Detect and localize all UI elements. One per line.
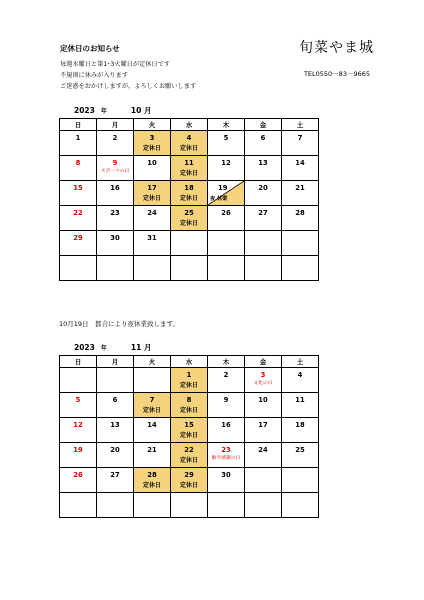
day-cell — [134, 131, 171, 156]
day-cell — [282, 231, 319, 256]
closed-day-label: 定休日 — [142, 145, 161, 152]
weekday-header: 木 — [208, 356, 245, 368]
weekday-header: 金 — [245, 356, 282, 368]
day-cell — [208, 206, 245, 231]
week-row — [60, 206, 319, 231]
closed-day-label: 定休日 — [179, 220, 198, 227]
day-cell — [171, 418, 208, 443]
closed-day-label: 定休日 — [179, 407, 198, 414]
day-cell — [60, 131, 97, 156]
day-cell — [208, 131, 245, 156]
day-cell — [208, 443, 245, 468]
day-number: 20 — [110, 446, 120, 454]
day-cell — [171, 493, 208, 518]
day-number: 14 — [147, 421, 157, 429]
day-cell — [60, 206, 97, 231]
month-suffix: 月 — [143, 106, 152, 115]
closed-day-label: 定休日 — [179, 482, 198, 489]
day-cell — [245, 418, 282, 443]
day-cell — [208, 368, 245, 393]
day-number: 19 — [73, 446, 83, 454]
day-number: 13 — [110, 421, 120, 429]
day-number: 9 — [223, 396, 229, 404]
day-cell — [282, 493, 319, 518]
day-cell — [282, 468, 319, 493]
day-number: 5 — [223, 134, 229, 142]
day-cell — [60, 231, 97, 256]
day-cell — [134, 156, 171, 181]
day-number: 6 — [112, 396, 118, 404]
day-cell — [97, 368, 134, 393]
day-cell — [60, 156, 97, 181]
day-number: 21 — [295, 184, 305, 192]
day-cell — [245, 256, 282, 281]
weekday-header: 水 — [171, 356, 208, 368]
year-suffix: 年 — [100, 108, 107, 115]
calendar-november — [59, 355, 319, 518]
day-cell — [171, 368, 208, 393]
day-cell — [282, 156, 319, 181]
closure-note: 10月19日 都合により夜休業致します。 — [59, 320, 180, 328]
day-cell — [245, 368, 282, 393]
day-number: 31 — [147, 234, 157, 242]
day-number: 27 — [258, 209, 268, 217]
calendar-month: 10 — [130, 106, 142, 115]
week-row — [60, 493, 319, 518]
day-cell — [282, 181, 319, 206]
day-number: 1 — [186, 371, 192, 379]
day-number: 27 — [110, 471, 120, 479]
day-number: 18 — [295, 421, 305, 429]
day-cell — [245, 493, 282, 518]
day-number: 7 — [297, 134, 303, 142]
week-row — [60, 443, 319, 468]
day-cell — [134, 181, 171, 206]
day-number: 26 — [73, 471, 83, 479]
weekday-header: 月 — [97, 356, 134, 368]
holiday-name: 文化の日 — [253, 381, 273, 386]
day-number: 7 — [149, 396, 155, 404]
weekday-header: 日 — [60, 356, 97, 368]
day-cell — [97, 443, 134, 468]
day-cell — [208, 231, 245, 256]
week-row — [60, 418, 319, 443]
day-cell — [282, 131, 319, 156]
day-cell — [134, 468, 171, 493]
calendar-header-oct — [74, 105, 151, 116]
day-number: 28 — [295, 209, 305, 217]
day-cell — [282, 418, 319, 443]
evening-closed-label: 夜 休業 — [210, 196, 228, 202]
day-number: 29 — [184, 471, 194, 479]
weekday-header: 水 — [171, 119, 208, 131]
day-number: 5 — [75, 396, 81, 404]
day-number: 1 — [75, 134, 81, 142]
year-suffix: 年 — [100, 345, 107, 352]
day-cell — [134, 231, 171, 256]
month-suffix: 月 — [143, 343, 152, 352]
holiday-name: 勤労感謝の日 — [211, 456, 241, 461]
day-number: 3 — [149, 134, 155, 142]
week-row — [60, 393, 319, 418]
closed-day-label: 定休日 — [142, 195, 161, 202]
weekday-header: 土 — [282, 356, 319, 368]
weekday-header: 月 — [97, 119, 134, 131]
day-number: 22 — [184, 446, 194, 454]
closed-day-label: 定休日 — [179, 195, 198, 202]
day-number: 16 — [110, 184, 120, 192]
day-cell — [97, 393, 134, 418]
day-cell — [60, 368, 97, 393]
day-number: 17 — [258, 421, 268, 429]
day-cell — [245, 443, 282, 468]
day-number: 24 — [258, 446, 268, 454]
day-number: 28 — [147, 471, 157, 479]
day-cell — [245, 206, 282, 231]
calendar-year: 2023 — [74, 106, 95, 115]
week-row — [60, 468, 319, 493]
day-cell — [208, 493, 245, 518]
day-cell — [171, 131, 208, 156]
notice-title: 定休日のお知らせ — [60, 44, 120, 53]
week-row — [60, 256, 319, 281]
day-cell — [97, 181, 134, 206]
day-number: 13 — [258, 159, 268, 167]
day-number: 17 — [147, 184, 157, 192]
calendar-month: 11 — [130, 343, 142, 352]
calendar-october — [59, 118, 319, 281]
weekday-header-row — [60, 356, 319, 368]
day-cell — [97, 493, 134, 518]
day-number: 26 — [221, 209, 231, 217]
week-row — [60, 231, 319, 256]
day-cell — [171, 256, 208, 281]
day-cell — [245, 156, 282, 181]
weekday-header-row — [60, 119, 319, 131]
day-cell — [171, 443, 208, 468]
day-cell — [97, 418, 134, 443]
weekday-header: 日 — [60, 119, 97, 131]
day-cell — [134, 493, 171, 518]
shop-name: 旬菜やま城 — [299, 40, 374, 56]
day-cell — [97, 131, 134, 156]
week-row — [60, 368, 319, 393]
weekday-header: 火 — [134, 119, 171, 131]
day-number: 30 — [110, 234, 120, 242]
day-number: 14 — [295, 159, 305, 167]
day-cell — [97, 468, 134, 493]
week-row — [60, 131, 319, 156]
calendar-header-nov — [74, 342, 151, 353]
day-number: 25 — [184, 209, 194, 217]
day-number: 15 — [73, 184, 83, 192]
day-number: 11 — [295, 396, 305, 404]
holiday-name: スポーツの日 — [100, 169, 130, 174]
day-number: 23 — [221, 446, 231, 454]
day-cell — [171, 156, 208, 181]
day-cell — [171, 181, 208, 206]
day-cell — [97, 206, 134, 231]
day-number: 10 — [147, 159, 157, 167]
day-number: 2 — [223, 371, 229, 379]
day-number: 20 — [258, 184, 268, 192]
day-number: 29 — [73, 234, 83, 242]
day-cell — [282, 256, 319, 281]
day-cell — [245, 393, 282, 418]
day-cell — [60, 493, 97, 518]
day-number: 9 — [112, 159, 118, 167]
day-number: 12 — [73, 421, 83, 429]
day-number: 6 — [260, 134, 266, 142]
day-cell — [208, 393, 245, 418]
day-number: 22 — [73, 209, 83, 217]
day-cell — [97, 231, 134, 256]
weekday-header: 火 — [134, 356, 171, 368]
day-cell — [60, 393, 97, 418]
day-cell — [208, 418, 245, 443]
day-number: 23 — [110, 209, 120, 217]
day-cell — [171, 206, 208, 231]
day-cell — [134, 393, 171, 418]
closed-day-label: 定休日 — [179, 432, 198, 439]
closed-day-label: 定休日 — [142, 482, 161, 489]
notice-line-1: 毎週水曜日と第1･3火曜日が定休日です — [60, 61, 170, 68]
day-cell — [134, 206, 171, 231]
day-cell — [97, 256, 134, 281]
day-number: 8 — [75, 159, 81, 167]
day-number: 24 — [147, 209, 157, 217]
day-cell — [97, 156, 134, 181]
closed-day-label: 定休日 — [179, 170, 198, 177]
day-cell — [134, 418, 171, 443]
notice-line-2: 不規則に休みが入ります — [60, 72, 129, 79]
day-cell — [282, 443, 319, 468]
week-row — [60, 156, 319, 181]
day-cell — [60, 468, 97, 493]
day-cell — [282, 206, 319, 231]
day-number: 19 — [218, 184, 228, 192]
day-cell — [208, 256, 245, 281]
day-number: 4 — [297, 371, 303, 379]
day-number: 4 — [186, 134, 192, 142]
day-number: 18 — [184, 184, 194, 192]
day-cell — [134, 256, 171, 281]
weekday-header: 木 — [208, 119, 245, 131]
closed-day-label: 定休日 — [179, 457, 198, 464]
day-number: 21 — [147, 446, 157, 454]
day-cell — [208, 181, 245, 206]
day-cell — [208, 156, 245, 181]
phone-number: TEL0550－83－9665 — [303, 70, 370, 78]
day-number: 3 — [260, 371, 266, 379]
weekday-header: 金 — [245, 119, 282, 131]
day-cell — [60, 443, 97, 468]
day-cell — [245, 231, 282, 256]
notice-line-3: ご迷惑をおかけしますが、よろしくお願いします — [60, 83, 197, 90]
day-number: 30 — [221, 471, 231, 479]
closed-day-label: 定休日 — [142, 407, 161, 414]
weekday-header: 土 — [282, 119, 319, 131]
day-cell — [134, 368, 171, 393]
day-number: 12 — [221, 159, 231, 167]
day-cell — [208, 468, 245, 493]
day-cell — [171, 393, 208, 418]
day-cell — [282, 393, 319, 418]
week-row — [60, 181, 319, 206]
day-number: 16 — [221, 421, 231, 429]
day-cell — [171, 468, 208, 493]
day-cell — [171, 231, 208, 256]
calendar-year: 2023 — [74, 343, 95, 352]
day-cell — [282, 368, 319, 393]
day-cell — [245, 468, 282, 493]
day-number: 10 — [258, 396, 268, 404]
day-number: 15 — [184, 421, 194, 429]
day-number: 8 — [186, 396, 192, 404]
day-cell — [60, 256, 97, 281]
day-number: 2 — [112, 134, 118, 142]
day-cell — [60, 418, 97, 443]
closed-day-label: 定休日 — [179, 382, 198, 389]
day-cell — [60, 181, 97, 206]
day-cell — [245, 181, 282, 206]
day-number: 11 — [184, 159, 194, 167]
day-cell — [245, 131, 282, 156]
day-cell — [134, 443, 171, 468]
day-number: 25 — [295, 446, 305, 454]
closed-day-label: 定休日 — [179, 145, 198, 152]
